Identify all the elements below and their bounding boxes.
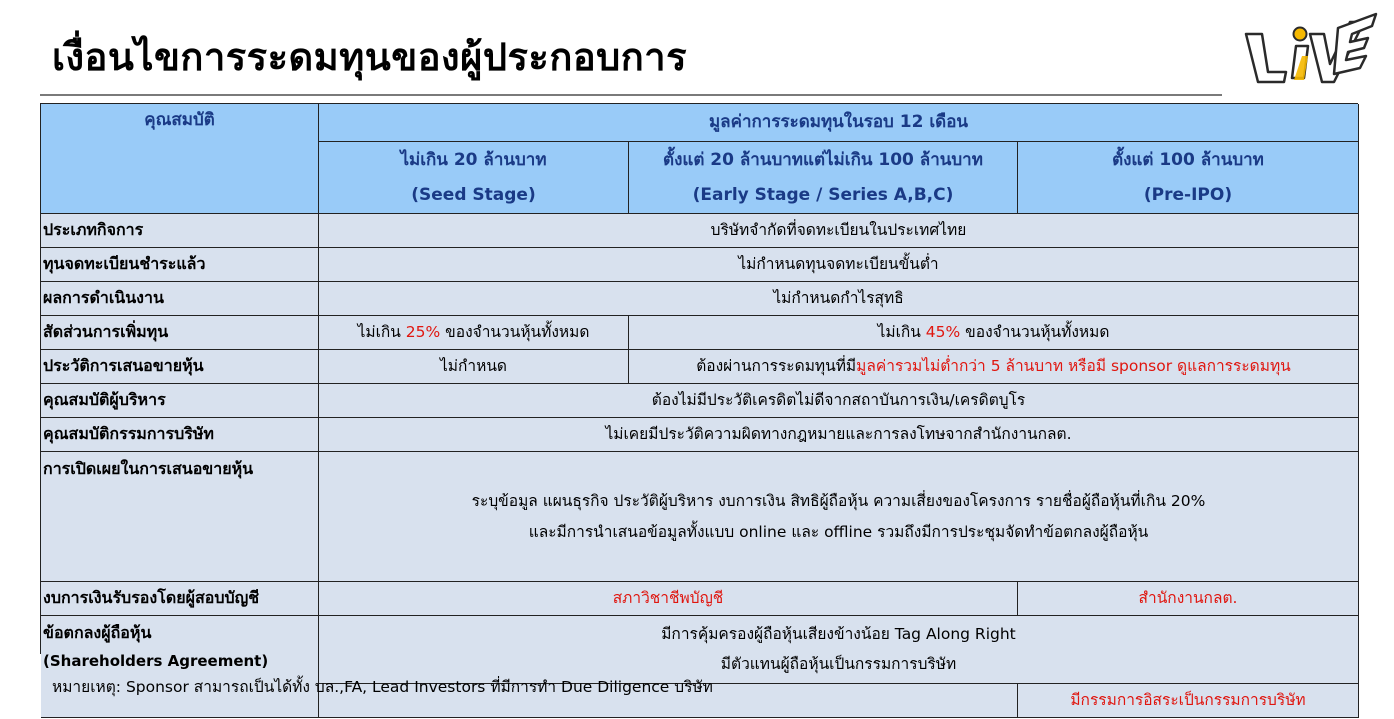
page-title: เงื่อนไขการระดมทุนของผู้ประกอบการ [52, 35, 688, 79]
capital-increase-tier23 [629, 316, 1359, 350]
agreement-line-1: มีการคุ้มครองผู้ถือหุ้นเสียงข้างน้อย Tag Along Right [661, 625, 1016, 644]
row-label-offering-history: ประวัติการเสนอขายหุ้น [41, 350, 319, 384]
audit-tier12: สภาวิชาชีพบัญชี [319, 582, 1018, 616]
paid-capital-value: ไม่กำหนดทุนจดทะเบียนขั้นต่ำ [319, 248, 1359, 282]
title-divider [40, 94, 1222, 96]
header-tier3-stage: (Pre-IPO) [1018, 178, 1359, 214]
header-funding-value: มูลค่าการระดมทุนในรอบ 12 เดือน [319, 104, 1359, 142]
disclosure-line-1: ระบุข้อมูล แผนธุรกิจ ประวัติผู้บริหาร งบการเงิน สิทธิผู้ถือหุ้น ความเสี่ยงของโครงการ รายชื่อผู้ถือหุ้นที่เกิน 20% [471, 492, 1206, 511]
header-tier3-range: ตั้งแต่ 100 ล้านบาท [1018, 142, 1359, 178]
row-label-directors: คุณสมบัติกรรมการบริษัท [41, 418, 319, 452]
capital-increase-tier23-prefix: ไม่เกิน [877, 322, 926, 341]
agreement-label-en: (Shareholders Agreement) [43, 651, 269, 670]
row-label-business-type: ประเภทกิจการ [41, 214, 319, 248]
row-label-disclosure: การเปิดเผยในการเสนอขายหุ้น [41, 452, 319, 582]
capital-increase-tier1-prefix: ไม่เกิน [357, 322, 406, 341]
capital-increase-tier1-pct: 25% [405, 322, 441, 341]
header-tier2-stage: (Early Stage / Series A,B,C) [629, 178, 1018, 214]
performance-value: ไม่กำหนดกำไรสุทธิ [319, 282, 1359, 316]
header-qualification-spacer [41, 178, 319, 214]
footnote: หมายเหตุ: Sponsor สามารถเป็นได้ทั้ง บล.,FA, Lead Investors ที่มีการทำ Due Diligence บริษัท [52, 678, 713, 696]
management-value: ต้องไม่มีประวัติเครดิตไม่ดีจากสถาบันการเงิน/เครดิตบูโร [319, 384, 1359, 418]
audit-tier3: สำนักงานกลต. [1018, 582, 1359, 616]
row-label-performance: ผลการดำเนินงาน [41, 282, 319, 316]
capital-increase-tier1 [319, 316, 629, 350]
logo-dot-icon [1294, 28, 1307, 41]
row-label-capital-increase: สัดส่วนการเพิ่มทุน [41, 316, 319, 350]
agreement-label-th: ข้อตกลงผู้ถือหุ้น [43, 623, 152, 642]
disclosure-line-2: และมีการนำเสนอข้อมูลทั้งแบบ online และ offline รวมถึงมีการประชุมจัดทำข้อตกลงผู้ถือหุ้น [528, 522, 1149, 541]
capital-increase-tier23-pct: 45% [925, 322, 961, 341]
offering-history-tier23-highlight: มูลค่ารวมไม่ต่ำกว่า 5 ล้านบาท หรือมี sponsor ดูแลการระดมทุน [856, 356, 1291, 375]
directors-value: ไม่เคยมีประวัติความผิดทางกฎหมายและการลงโทษจากสำนักงานกลต. [319, 418, 1359, 452]
header-qualification: คุณสมบัติ [41, 104, 319, 214]
row-label-agreement [41, 616, 319, 718]
header-tier1-range: ไม่เกิน 20 ล้านบาท [319, 142, 629, 178]
row-label-management: คุณสมบัติผู้บริหาร [41, 384, 319, 418]
capital-increase-tier1-suffix: ของจำนวนหุ้นทั้งหมด [440, 322, 590, 341]
offering-history-tier23-prefix: ต้องผ่านการระดมทุนที่มี [696, 356, 857, 375]
offering-history-tier1: ไม่กำหนด [319, 350, 629, 384]
row-label-audit: งบการเงินรับรองโดยผู้สอบบัญชี [41, 582, 319, 616]
disclosure-value [319, 452, 1359, 582]
agreement-tier3-extra: มีกรรมการอิสระเป็นกรรมการบริษัท [1018, 684, 1359, 718]
offering-history-tier23 [629, 350, 1359, 384]
agreement-line-2: มีตัวแทนผู้ถือหุ้นเป็นกรรมการบริษัท [720, 654, 957, 673]
row-label-paid-capital: ทุนจดทะเบียนชำระแล้ว [41, 248, 319, 282]
header-tier1-stage: (Seed Stage) [319, 178, 629, 214]
business-type-value: บริษัทจำกัดที่จดทะเบียนในประเทศไทย [319, 214, 1359, 248]
live-logo [1238, 6, 1378, 90]
capital-increase-tier23-suffix: ของจำนวนหุ้นทั้งหมด [960, 322, 1110, 341]
header-tier2-range: ตั้งแต่ 20 ล้านบาทแต่ไม่เกิน 100 ล้านบาท [629, 142, 1018, 178]
